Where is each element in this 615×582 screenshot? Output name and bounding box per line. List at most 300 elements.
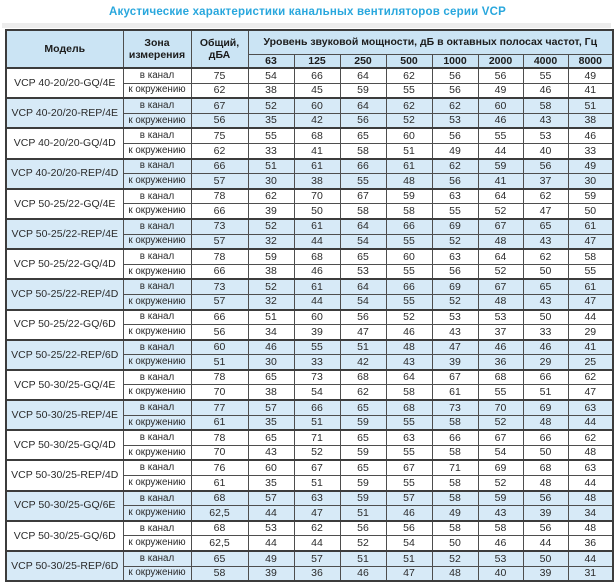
freq-value-cell: 65 (340, 400, 386, 415)
duct-row (6, 219, 613, 234)
freq-value-cell: 33 (523, 325, 568, 340)
freq-value-cell: 41 (478, 174, 523, 189)
freq-value-cell: 65 (340, 430, 386, 445)
freq-value-cell: 65 (248, 430, 294, 445)
freq-value-cell: 46 (248, 340, 294, 355)
freq-value-cell: 29 (523, 355, 568, 370)
acoustic-characteristics-table (5, 29, 614, 582)
freq-value-cell: 60 (248, 460, 294, 475)
freq-value-cell: 62 (432, 98, 478, 113)
duct-row (6, 68, 613, 83)
total-dba-cell: 66 (191, 159, 248, 174)
freq-value-cell: 55 (478, 128, 523, 143)
model-group (6, 340, 613, 370)
total-dba-cell: 70 (191, 385, 248, 400)
freq-value-cell: 66 (294, 400, 340, 415)
freq-value-cell: 61 (386, 159, 432, 174)
freq-value-cell: 64 (478, 189, 523, 204)
zone-cell: к окружению (123, 294, 191, 309)
freq-value-cell: 59 (568, 189, 613, 204)
model-group (6, 279, 613, 309)
model-group (6, 219, 613, 249)
freq-value-cell: 43 (523, 234, 568, 249)
model-group (6, 128, 613, 158)
duct-row (6, 279, 613, 294)
total-dba-cell: 75 (191, 68, 248, 83)
freq-value-cell: 56 (432, 128, 478, 143)
freq-value-cell: 48 (478, 234, 523, 249)
header-freq-63: 63 (248, 54, 294, 68)
freq-value-cell: 62 (340, 385, 386, 400)
freq-value-cell: 56 (523, 159, 568, 174)
model-cell: VCP 50-30/25-REP/4D (6, 460, 123, 490)
freq-value-cell: 29 (568, 325, 613, 340)
freq-value-cell: 64 (340, 219, 386, 234)
freq-value-cell: 55 (478, 385, 523, 400)
model-group (6, 370, 613, 400)
model-group (6, 491, 613, 521)
freq-value-cell: 66 (386, 279, 432, 294)
freq-value-cell: 66 (386, 219, 432, 234)
freq-value-cell: 51 (340, 551, 386, 566)
freq-value-cell: 56 (478, 68, 523, 83)
zone-cell: в канал (123, 430, 191, 445)
freq-value-cell: 62 (568, 370, 613, 385)
total-dba-cell: 78 (191, 249, 248, 264)
freq-value-cell: 42 (294, 113, 340, 128)
freq-value-cell: 59 (478, 491, 523, 506)
zone-cell: в канал (123, 159, 191, 174)
freq-value-cell: 66 (523, 430, 568, 445)
freq-value-cell: 40 (523, 143, 568, 158)
freq-value-cell: 35 (248, 476, 294, 491)
freq-value-cell: 48 (568, 491, 613, 506)
freq-value-cell: 32 (248, 234, 294, 249)
freq-value-cell: 38 (248, 264, 294, 279)
freq-value-cell: 55 (523, 68, 568, 83)
freq-value-cell: 58 (432, 476, 478, 491)
zone-cell: к окружению (123, 143, 191, 158)
freq-value-cell: 42 (340, 355, 386, 370)
model-cell: VCP 50-25/22-GQ/4D (6, 249, 123, 279)
freq-value-cell: 44 (294, 234, 340, 249)
freq-value-cell: 44 (248, 536, 294, 551)
duct-row (6, 189, 613, 204)
freq-value-cell: 46 (478, 113, 523, 128)
freq-value-cell: 52 (248, 219, 294, 234)
freq-value-cell: 61 (294, 219, 340, 234)
model-cell: VCP 40-20/20-GQ/4D (6, 128, 123, 158)
total-dba-cell: 70 (191, 445, 248, 460)
freq-value-cell: 46 (478, 536, 523, 551)
zone-cell: к окружению (123, 536, 191, 551)
freq-value-cell: 41 (568, 340, 613, 355)
freq-value-cell: 44 (294, 536, 340, 551)
freq-value-cell: 68 (294, 249, 340, 264)
zone-cell: в канал (123, 521, 191, 536)
duct-row (6, 370, 613, 385)
zone-cell: в канал (123, 460, 191, 475)
freq-value-cell: 67 (478, 219, 523, 234)
freq-value-cell: 58 (568, 249, 613, 264)
freq-value-cell: 55 (248, 128, 294, 143)
freq-value-cell: 44 (568, 415, 613, 430)
freq-value-cell: 52 (478, 476, 523, 491)
model-cell: VCP 50-25/22-GQ/6D (6, 310, 123, 340)
model-group (6, 430, 613, 460)
total-dba-cell: 62,5 (191, 536, 248, 551)
freq-value-cell: 59 (340, 476, 386, 491)
freq-value-cell: 55 (386, 83, 432, 98)
freq-value-cell: 65 (523, 279, 568, 294)
freq-value-cell: 57 (386, 491, 432, 506)
freq-value-cell: 66 (340, 159, 386, 174)
zone-cell: в канал (123, 219, 191, 234)
freq-value-cell: 52 (432, 294, 478, 309)
freq-value-cell: 54 (340, 234, 386, 249)
freq-value-cell: 61 (432, 385, 478, 400)
duct-row (6, 491, 613, 506)
freq-value-cell: 44 (523, 536, 568, 551)
freq-value-cell: 61 (568, 219, 613, 234)
freq-value-cell: 54 (248, 68, 294, 83)
freq-value-cell: 43 (248, 445, 294, 460)
freq-value-cell: 52 (340, 536, 386, 551)
freq-value-cell: 55 (294, 340, 340, 355)
header-freq-125: 125 (294, 54, 340, 68)
freq-value-cell: 67 (386, 460, 432, 475)
freq-value-cell: 52 (386, 113, 432, 128)
total-dba-cell: 73 (191, 279, 248, 294)
freq-value-cell: 54 (294, 385, 340, 400)
freq-value-cell: 67 (340, 189, 386, 204)
zone-cell: в канал (123, 128, 191, 143)
freq-value-cell: 59 (340, 491, 386, 506)
total-dba-cell: 76 (191, 460, 248, 475)
freq-value-cell: 60 (386, 249, 432, 264)
freq-value-cell: 56 (432, 68, 478, 83)
freq-value-cell: 60 (294, 310, 340, 325)
freq-value-cell: 58 (340, 204, 386, 219)
freq-value-cell: 53 (478, 551, 523, 566)
zone-cell: к окружению (123, 113, 191, 128)
freq-value-cell: 38 (248, 385, 294, 400)
freq-value-cell: 37 (523, 174, 568, 189)
freq-value-cell: 55 (386, 445, 432, 460)
freq-value-cell: 44 (568, 476, 613, 491)
zone-cell: в канал (123, 279, 191, 294)
freq-value-cell: 70 (478, 400, 523, 415)
freq-value-cell: 48 (386, 174, 432, 189)
zone-cell: к окружению (123, 83, 191, 98)
freq-value-cell: 56 (432, 264, 478, 279)
freq-value-cell: 39 (523, 566, 568, 581)
total-dba-cell: 51 (191, 355, 248, 370)
freq-value-cell: 69 (432, 279, 478, 294)
freq-value-cell: 56 (432, 83, 478, 98)
freq-value-cell: 52 (432, 234, 478, 249)
duct-row (6, 460, 613, 475)
freq-value-cell: 39 (432, 355, 478, 370)
model-cell: VCP 50-30/25-GQ/4E (6, 370, 123, 400)
header-freq-8000: 8000 (568, 54, 613, 68)
freq-value-cell: 43 (432, 325, 478, 340)
model-group (6, 400, 613, 430)
freq-value-cell: 62 (248, 189, 294, 204)
freq-value-cell: 59 (386, 189, 432, 204)
freq-value-cell: 57 (248, 491, 294, 506)
freq-value-cell: 50 (523, 445, 568, 460)
zone-cell: в канал (123, 340, 191, 355)
total-dba-cell: 66 (191, 310, 248, 325)
freq-value-cell: 56 (340, 310, 386, 325)
freq-value-cell: 40 (478, 566, 523, 581)
freq-value-cell: 39 (294, 325, 340, 340)
model-cell: VCP 50-25/22-REP/4D (6, 279, 123, 309)
model-cell: VCP 50-25/22-GQ/4E (6, 189, 123, 219)
freq-value-cell: 56 (523, 521, 568, 536)
freq-value-cell: 59 (340, 415, 386, 430)
freq-value-cell: 50 (523, 264, 568, 279)
header-freq-500: 500 (386, 54, 432, 68)
model-group (6, 460, 613, 490)
model-cell: VCP 40-20/20-REP/4D (6, 159, 123, 189)
freq-value-cell: 47 (340, 325, 386, 340)
freq-value-cell: 33 (248, 143, 294, 158)
freq-value-cell: 46 (340, 566, 386, 581)
freq-value-cell: 48 (432, 566, 478, 581)
freq-value-cell: 53 (248, 521, 294, 536)
freq-value-cell: 57 (248, 400, 294, 415)
freq-value-cell: 59 (340, 83, 386, 98)
freq-value-cell: 41 (568, 83, 613, 98)
freq-value-cell: 43 (523, 294, 568, 309)
total-dba-cell: 62,5 (191, 506, 248, 521)
freq-value-cell: 61 (294, 279, 340, 294)
freq-value-cell: 65 (523, 219, 568, 234)
freq-value-cell: 55 (386, 415, 432, 430)
freq-value-cell: 62 (386, 98, 432, 113)
freq-value-cell: 46 (568, 128, 613, 143)
total-dba-cell: 60 (191, 340, 248, 355)
freq-value-cell: 46 (478, 340, 523, 355)
freq-value-cell: 55 (386, 234, 432, 249)
model-group (6, 521, 613, 551)
model-group (6, 98, 613, 128)
freq-value-cell: 51 (386, 143, 432, 158)
freq-value-cell: 54 (478, 445, 523, 460)
freq-value-cell: 47 (432, 340, 478, 355)
header-freq-4000: 4000 (523, 54, 568, 68)
header-zone: Зона измерения (123, 30, 191, 68)
freq-value-cell: 51 (386, 551, 432, 566)
freq-value-cell: 60 (478, 98, 523, 113)
freq-value-cell: 68 (386, 400, 432, 415)
freq-value-cell: 56 (523, 491, 568, 506)
freq-value-cell: 69 (523, 400, 568, 415)
freq-value-cell: 65 (340, 460, 386, 475)
freq-value-cell: 66 (432, 430, 478, 445)
freq-value-cell: 49 (432, 506, 478, 521)
freq-value-cell: 58 (386, 385, 432, 400)
freq-value-cell: 49 (248, 551, 294, 566)
freq-value-cell: 44 (294, 294, 340, 309)
header-model: Модель (6, 30, 123, 68)
total-dba-cell: 56 (191, 113, 248, 128)
freq-value-cell: 48 (568, 521, 613, 536)
zone-cell: в канал (123, 400, 191, 415)
freq-value-cell: 64 (478, 249, 523, 264)
header-octave-bands: Уровень звуковой мощности, дБ в октавных полосах частот, Гц (248, 30, 613, 54)
freq-value-cell: 31 (568, 566, 613, 581)
total-dba-cell: 61 (191, 476, 248, 491)
freq-value-cell: 71 (294, 430, 340, 445)
freq-value-cell: 58 (340, 143, 386, 158)
freq-value-cell: 38 (248, 83, 294, 98)
duct-row (6, 159, 613, 174)
freq-value-cell: 30 (248, 174, 294, 189)
freq-value-cell: 49 (478, 83, 523, 98)
freq-value-cell: 52 (248, 279, 294, 294)
freq-value-cell: 59 (340, 445, 386, 460)
zone-cell: к окружению (123, 506, 191, 521)
total-dba-cell: 57 (191, 174, 248, 189)
freq-value-cell: 50 (523, 551, 568, 566)
freq-value-cell: 38 (294, 174, 340, 189)
duct-row (6, 249, 613, 264)
freq-value-cell: 69 (478, 460, 523, 475)
freq-value-cell: 64 (386, 370, 432, 385)
table-header (6, 30, 613, 68)
freq-value-cell: 50 (432, 536, 478, 551)
freq-value-cell: 62 (386, 68, 432, 83)
freq-value-cell: 62 (568, 430, 613, 445)
freq-value-cell: 59 (478, 159, 523, 174)
duct-row (6, 521, 613, 536)
freq-value-cell: 67 (478, 279, 523, 294)
freq-value-cell: 36 (478, 355, 523, 370)
model-group (6, 551, 613, 581)
duct-row (6, 400, 613, 415)
freq-value-cell: 67 (478, 430, 523, 445)
model-cell: VCP 50-30/25-GQ/6D (6, 521, 123, 551)
freq-value-cell: 69 (432, 219, 478, 234)
freq-value-cell: 64 (340, 68, 386, 83)
total-dba-cell: 75 (191, 128, 248, 143)
freq-value-cell: 54 (386, 536, 432, 551)
freq-value-cell: 62 (294, 521, 340, 536)
total-dba-cell: 56 (191, 325, 248, 340)
freq-value-cell: 43 (386, 355, 432, 370)
model-cell: VCP 50-30/25-GQ/6E (6, 491, 123, 521)
freq-value-cell: 36 (294, 566, 340, 581)
freq-value-cell: 33 (568, 143, 613, 158)
freq-value-cell: 53 (340, 264, 386, 279)
freq-value-cell: 51 (248, 310, 294, 325)
freq-value-cell: 49 (568, 68, 613, 83)
freq-value-cell: 67 (294, 460, 340, 475)
freq-value-cell: 55 (568, 264, 613, 279)
freq-value-cell: 48 (523, 476, 568, 491)
freq-value-cell: 58 (386, 204, 432, 219)
zone-cell: к окружению (123, 566, 191, 581)
freq-value-cell: 57 (294, 551, 340, 566)
model-group (6, 68, 613, 98)
freq-value-cell: 68 (523, 460, 568, 475)
freq-value-cell: 56 (432, 174, 478, 189)
freq-value-cell: 53 (523, 128, 568, 143)
total-dba-cell: 58 (191, 566, 248, 581)
freq-value-cell: 55 (432, 204, 478, 219)
freq-value-cell: 47 (386, 566, 432, 581)
page-title: Акустические характеристики канальных вентиляторов серии VCP (108, 6, 507, 18)
total-dba-cell: 77 (191, 400, 248, 415)
freq-value-cell: 50 (294, 204, 340, 219)
freq-value-cell: 58 (523, 98, 568, 113)
zone-cell: к окружению (123, 325, 191, 340)
total-dba-cell: 78 (191, 430, 248, 445)
model-cell: VCP 50-30/25-GQ/4D (6, 430, 123, 460)
freq-value-cell: 34 (248, 325, 294, 340)
total-dba-cell: 57 (191, 294, 248, 309)
freq-value-cell: 55 (386, 476, 432, 491)
header-freq-1000: 1000 (432, 54, 478, 68)
zone-cell: к окружению (123, 234, 191, 249)
freq-value-cell: 51 (294, 415, 340, 430)
freq-value-cell: 51 (294, 476, 340, 491)
freq-value-cell: 45 (294, 83, 340, 98)
zone-cell: в канал (123, 98, 191, 113)
total-dba-cell: 78 (191, 370, 248, 385)
freq-value-cell: 68 (294, 128, 340, 143)
freq-value-cell: 51 (340, 506, 386, 521)
freq-value-cell: 36 (568, 536, 613, 551)
zone-cell: к окружению (123, 385, 191, 400)
freq-value-cell: 58 (478, 521, 523, 536)
model-cell: VCP 40-20/20-GQ/4E (6, 68, 123, 98)
freq-value-cell: 49 (568, 159, 613, 174)
freq-value-cell: 67 (432, 370, 478, 385)
freq-value-cell: 70 (294, 189, 340, 204)
total-dba-cell: 62 (191, 143, 248, 158)
freq-value-cell: 51 (523, 385, 568, 400)
freq-value-cell: 34 (568, 506, 613, 521)
duct-row (6, 310, 613, 325)
freq-value-cell: 37 (478, 325, 523, 340)
zone-cell: к окружению (123, 204, 191, 219)
zone-cell: к окружению (123, 355, 191, 370)
zone-cell: к окружению (123, 264, 191, 279)
zone-cell: в канал (123, 491, 191, 506)
freq-value-cell: 53 (432, 310, 478, 325)
freq-value-cell: 46 (523, 83, 568, 98)
freq-value-cell: 48 (386, 340, 432, 355)
freq-value-cell: 44 (568, 551, 613, 566)
freq-value-cell: 63 (568, 460, 613, 475)
freq-value-cell: 30 (248, 355, 294, 370)
freq-value-cell: 52 (478, 264, 523, 279)
freq-value-cell: 63 (568, 400, 613, 415)
model-group (6, 310, 613, 340)
freq-value-cell: 52 (248, 98, 294, 113)
total-dba-cell: 66 (191, 204, 248, 219)
freq-value-cell: 43 (478, 506, 523, 521)
freq-value-cell: 39 (523, 506, 568, 521)
freq-value-cell: 61 (294, 159, 340, 174)
freq-value-cell: 52 (478, 415, 523, 430)
freq-value-cell: 46 (386, 506, 432, 521)
freq-value-cell: 63 (432, 249, 478, 264)
